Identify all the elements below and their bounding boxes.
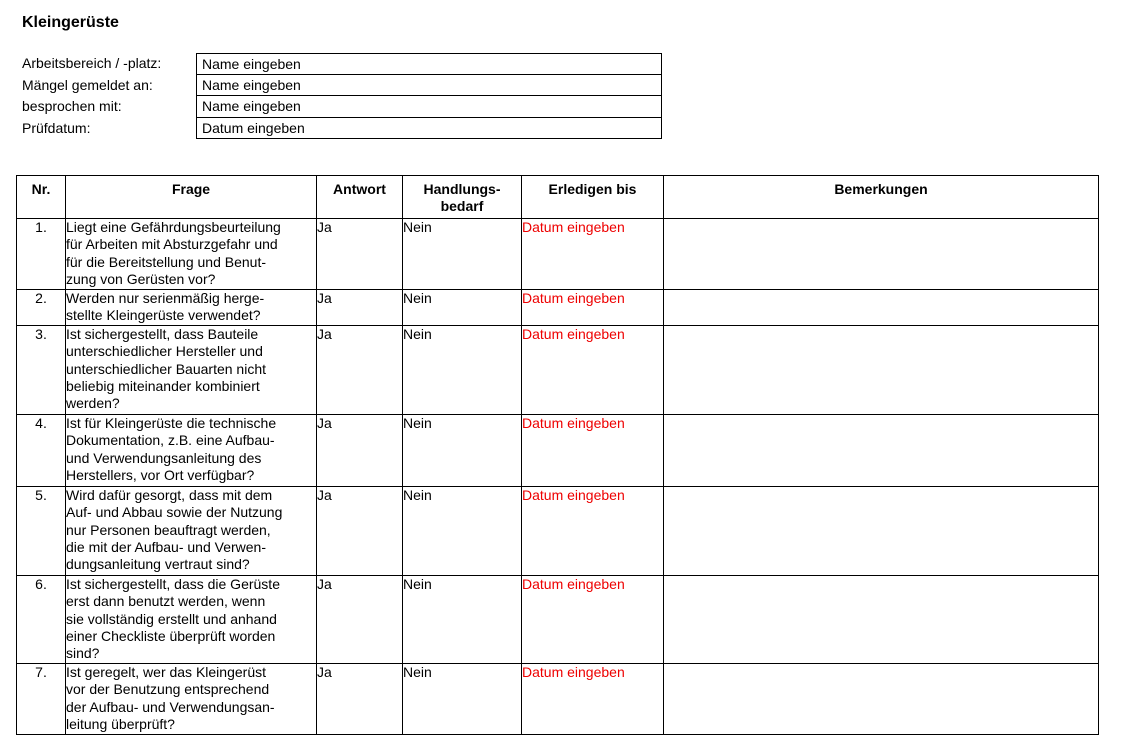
remarks-field[interactable] <box>664 219 1099 290</box>
table-row <box>17 290 1099 326</box>
row-number: 2. <box>17 290 66 326</box>
remarks-field[interactable] <box>664 415 1099 487</box>
besprochen-mit-field[interactable]: Name eingeben <box>196 96 662 118</box>
page-title: Kleingerüste <box>22 14 119 31</box>
question-line: beliebig miteinander kombiniert <box>66 377 260 394</box>
pruefdatum-label: Prüfdatum: <box>22 119 91 136</box>
table-row <box>17 664 1099 735</box>
question-line: werden? <box>66 395 120 412</box>
question-cell <box>66 415 317 487</box>
answer-field[interactable]: Ja <box>317 664 403 735</box>
header-handlungsbedarf-line-2: bedarf <box>440 198 484 215</box>
question-line: Ist geregelt, wer das Kleingerüst <box>66 664 266 680</box>
question-line: dungsanleitung vertraut sind? <box>66 556 250 573</box>
remarks-field[interactable] <box>664 664 1099 735</box>
question-line: sind? <box>66 645 100 662</box>
pruefdatum-field[interactable]: Datum eingeben <box>196 118 662 140</box>
answer-field[interactable]: Ja <box>317 290 403 326</box>
action-needed-field[interactable]: Nein <box>403 290 522 326</box>
table-row <box>17 487 1099 576</box>
question-cell <box>66 664 317 735</box>
question-line: einer Checkliste überprüft worden <box>66 627 276 644</box>
question-line: für Arbeiten mit Absturzgefahr und <box>66 236 278 253</box>
row-number: 6. <box>17 576 66 664</box>
action-needed-field[interactable]: Nein <box>403 576 522 664</box>
due-date-field[interactable]: Datum eingeben <box>522 664 664 735</box>
checklist-table <box>16 175 1099 735</box>
question-cell <box>66 576 317 664</box>
remarks-field[interactable] <box>664 326 1099 415</box>
question-line: Herstellers, vor Ort verfügbar? <box>66 466 255 483</box>
due-date-field[interactable]: Datum eingeben <box>522 219 664 290</box>
remarks-field[interactable] <box>664 487 1099 576</box>
question-cell <box>66 326 317 415</box>
answer-field[interactable]: Ja <box>317 576 403 664</box>
question-line: und Verwendungsanleitung des <box>66 449 262 466</box>
question-line: Dokumentation, z.B. eine Aufbau- <box>66 432 275 449</box>
table-row <box>17 576 1099 664</box>
maengel-gemeldet-field[interactable]: Name eingeben <box>196 75 662 97</box>
answer-field[interactable]: Ja <box>317 415 403 487</box>
table-row <box>17 326 1099 415</box>
header-handlungsbedarf <box>403 176 522 219</box>
question-line: leitung überprüft? <box>66 715 175 732</box>
row-number: 5. <box>17 487 66 576</box>
question-line: vor der Benutzung entsprechend <box>66 681 270 698</box>
action-needed-field[interactable]: Nein <box>403 415 522 487</box>
question-line: nur Personen beauftragt werden, <box>66 521 271 538</box>
question-line: Ist für Kleingerüste die technische <box>66 415 277 431</box>
due-date-field[interactable]: Datum eingeben <box>522 415 664 487</box>
question-line: für die Bereitstellung und Benut- <box>66 253 267 270</box>
row-number: 4. <box>17 415 66 487</box>
question-line: Liegt eine Gefährdungsbeurteilung <box>66 219 281 235</box>
row-number: 3. <box>17 326 66 415</box>
question-line: Werden nur serienmäßig herge- <box>66 290 265 306</box>
action-needed-field[interactable]: Nein <box>403 219 522 290</box>
question-cell <box>66 290 317 326</box>
question-cell <box>66 487 317 576</box>
table-row <box>17 415 1099 487</box>
header-antwort: Antwort <box>317 176 403 219</box>
question-line: Ist sichergestellt, dass die Gerüste <box>66 576 280 592</box>
action-needed-field[interactable]: Nein <box>403 487 522 576</box>
remarks-field[interactable] <box>664 290 1099 326</box>
header-bemerkungen: Bemerkungen <box>664 176 1099 219</box>
due-date-field[interactable]: Datum eingeben <box>522 326 664 415</box>
due-date-field[interactable]: Datum eingeben <box>522 576 664 664</box>
question-line: Auf- und Abbau sowie der Nutzung <box>66 504 283 521</box>
header-nr: Nr. <box>17 176 66 219</box>
header-frage: Frage <box>66 176 317 219</box>
question-line: unterschiedlicher Bauarten nicht <box>66 360 267 377</box>
besprochen-mit-label: besprochen mit: <box>22 98 122 114</box>
header-handlungsbedarf-line-1: Handlungs- <box>423 181 501 197</box>
question-line: unterschiedlicher Hersteller und <box>66 343 263 360</box>
question-line: zung von Gerüsten vor? <box>66 270 216 287</box>
header-erledigen-bis: Erledigen bis <box>522 176 664 219</box>
question-line: erst dann benutzt werden, wenn <box>66 593 266 610</box>
row-number: 1. <box>17 219 66 290</box>
arbeitsbereich-label: Arbeitsbereich / -platz: <box>22 55 162 71</box>
question-line: die mit der Aufbau- und Verwen- <box>66 538 267 555</box>
question-line: Ist sichergestellt, dass Bauteile <box>66 326 259 342</box>
answer-field[interactable]: Ja <box>317 326 403 415</box>
table-header-row <box>17 176 1099 219</box>
question-line: Wird dafür gesorgt, dass mit dem <box>66 487 273 503</box>
remarks-field[interactable] <box>664 576 1099 664</box>
due-date-field[interactable]: Datum eingeben <box>522 487 664 576</box>
action-needed-field[interactable]: Nein <box>403 664 522 735</box>
arbeitsbereich-field[interactable]: Name eingeben <box>196 53 662 75</box>
question-cell <box>66 219 317 290</box>
due-date-field[interactable]: Datum eingeben <box>522 290 664 326</box>
answer-field[interactable]: Ja <box>317 487 403 576</box>
table-row <box>17 219 1099 290</box>
maengel-gemeldet-label: Mängel gemeldet an: <box>22 76 153 93</box>
question-line: stellte Kleingerüste verwendet? <box>66 307 261 324</box>
row-number: 7. <box>17 664 66 735</box>
action-needed-field[interactable]: Nein <box>403 326 522 415</box>
answer-field[interactable]: Ja <box>317 219 403 290</box>
question-line: der Aufbau- und Verwendungsan- <box>66 698 275 715</box>
question-line: sie vollständig erstellt und anhand <box>66 610 277 627</box>
